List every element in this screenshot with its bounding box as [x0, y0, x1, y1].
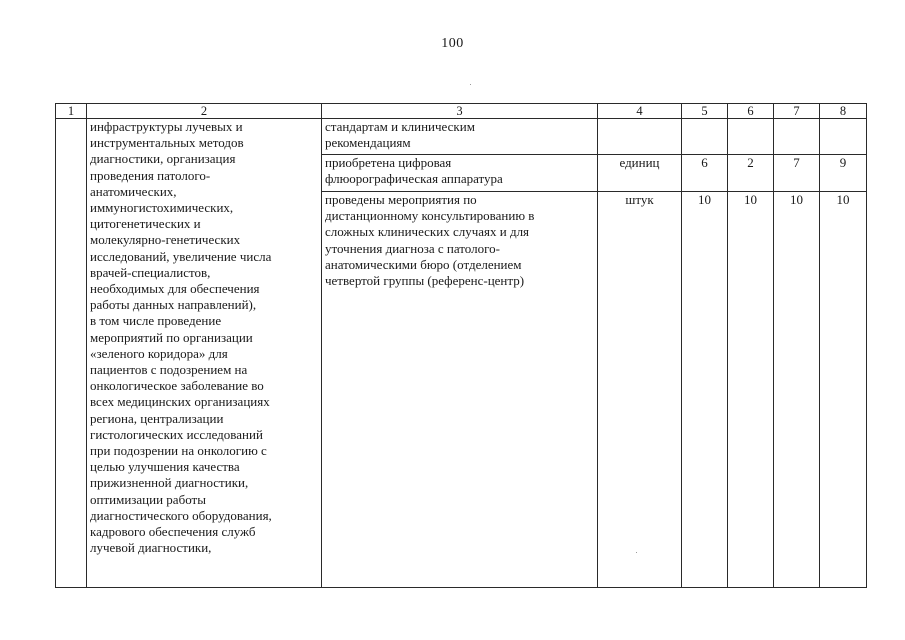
- description-line: целью улучшения качества: [90, 459, 240, 475]
- column-number: 1: [56, 104, 87, 119]
- value-cell: 7: [774, 155, 820, 192]
- description-line: региона, централизации: [90, 410, 224, 426]
- description-line: пациентов с подозрением на: [90, 362, 248, 378]
- scan-speck: [470, 84, 471, 85]
- description-line: кадрового обеспечения служб: [90, 524, 256, 540]
- indicator-line: дистанционному консультированию в: [325, 208, 535, 224]
- description-line: иммуногистохимических,: [90, 200, 234, 216]
- description-line: всех медицинских организациях: [90, 394, 270, 410]
- indicator-line: приобретена цифровая: [325, 155, 452, 170]
- description-line: онкологическое заболевание во: [90, 378, 264, 394]
- description-line: лучевой диагностики,: [90, 540, 212, 556]
- description-line: исследований, увеличение числа: [90, 248, 272, 264]
- value-cell: 10: [728, 192, 774, 588]
- description-line: диагностического оборудования,: [90, 507, 272, 523]
- indicator-line: проведены мероприятия по: [325, 192, 477, 207]
- indicator-line: анатомическими бюро (отделением: [325, 256, 522, 272]
- value-cell: 10: [820, 192, 867, 588]
- description-line: диагностики, организация: [90, 151, 236, 167]
- value-cell: 10: [774, 192, 820, 588]
- description-line: проведения патолого-: [90, 167, 211, 183]
- column-number-row: [56, 104, 867, 119]
- column-number: 5: [682, 104, 728, 119]
- value-cell: 9: [820, 155, 867, 192]
- indicator-cell: [322, 119, 598, 155]
- indicator-line: сложных клинических случаях и для: [325, 224, 530, 240]
- description-line: гистологических исследований: [90, 426, 263, 442]
- description-line: работы данных направлений),: [90, 297, 257, 313]
- value-cell: 2: [728, 155, 774, 192]
- column-number: 3: [322, 104, 598, 119]
- description-line: прижизненной диагностики,: [90, 475, 249, 491]
- description-line: при подозрении на онкологию с: [90, 443, 267, 459]
- value-cell: 6: [682, 155, 728, 192]
- value-cell: [820, 119, 867, 155]
- column-number: 2: [87, 104, 322, 119]
- column-number: 6: [728, 104, 774, 119]
- indicator-line: рекомендациям: [325, 135, 411, 151]
- value-cell: [682, 119, 728, 155]
- indicators-table: [55, 103, 867, 588]
- description-line: в том числе проведение: [90, 313, 222, 329]
- unit-cell: [598, 119, 682, 155]
- description-line: «зеленого коридора» для: [90, 345, 228, 361]
- unit-cell: единиц: [598, 155, 682, 192]
- scan-speck: [636, 552, 637, 553]
- activity-description-cell: [87, 119, 322, 588]
- description-line: цитогенетических и: [90, 216, 201, 232]
- indicator-line: четвертой группы (референс-центр): [325, 273, 525, 289]
- description-line: анатомических,: [90, 183, 177, 199]
- indicator-cell: [322, 155, 598, 192]
- value-cell: 10: [682, 192, 728, 588]
- description-line: мероприятий по организации: [90, 329, 253, 345]
- description-line: инструментальных методов: [90, 135, 244, 151]
- description-line: врачей-специалистов,: [90, 264, 211, 280]
- indicator-cell: [322, 192, 598, 588]
- column-number: 4: [598, 104, 682, 119]
- page-number: 100: [441, 36, 464, 51]
- description-line: необходимых для обеспечения: [90, 281, 260, 297]
- row-number-cell: [56, 119, 87, 588]
- indicator-line: уточнения диагноза с патолого-: [325, 240, 500, 256]
- value-cell: [774, 119, 820, 155]
- unit-cell: штук: [598, 192, 682, 588]
- column-number: 7: [774, 104, 820, 119]
- column-number: 8: [820, 104, 867, 119]
- table-row: [56, 119, 867, 155]
- description-line: инфраструктуры лучевых и: [90, 119, 243, 134]
- indicator-line: стандартам и клиническим: [325, 119, 475, 134]
- value-cell: [728, 119, 774, 155]
- description-line: оптимизации работы: [90, 491, 206, 507]
- description-line: молекулярно-генетических: [90, 232, 241, 248]
- indicator-line: флюорографическая аппаратура: [325, 171, 503, 187]
